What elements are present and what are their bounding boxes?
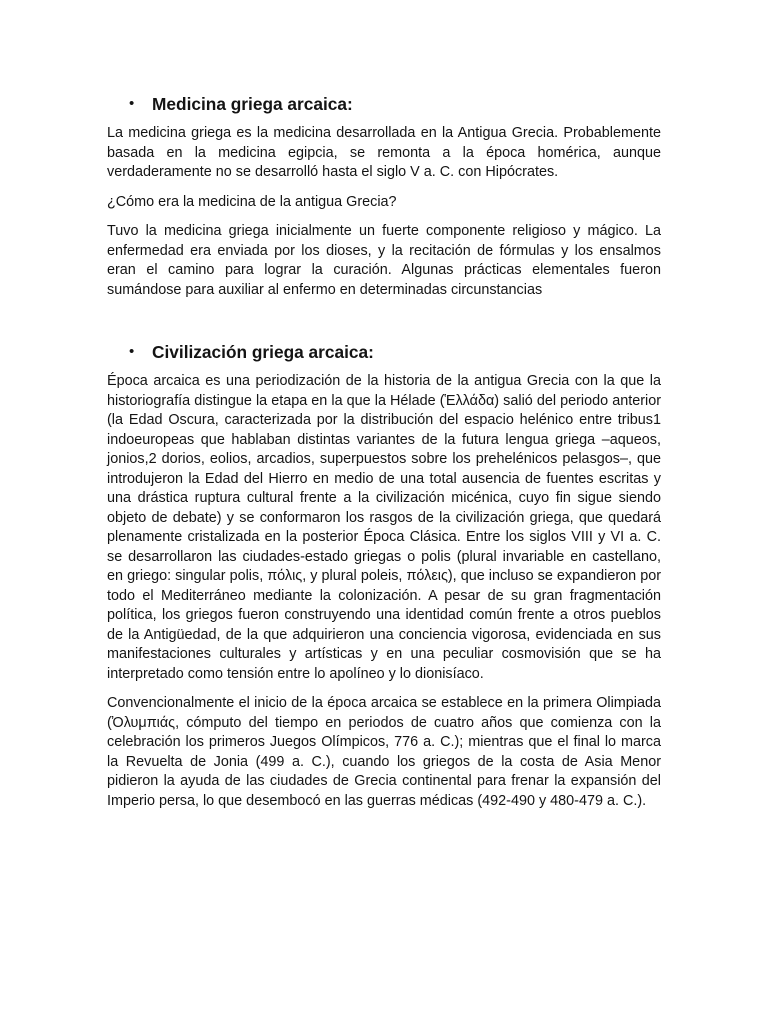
paragraph-question: ¿Cómo era la medicina de la antigua Grecia? — [107, 193, 397, 210]
paragraph: Época arcaica es una periodización de la historia de la antigua Grecia con la que la historiografía distingue la etapa en la que la Hélade (Ἑλλάδα) salió del periodo anterior (la Edad Oscura, caracterizada por la distribución del espacio helénico entre tribus1 indoeuropeas que hablaban distintas variantes de la futura lengua griega –aqueos, jonios,2 dorios, eolios, arcadios, superpuestos sobre los prehelénicos pelasgos–, que introdujeron la Edad del Hierro en medio de una total ausencia de fuentes escritas y una drástica ruptura cultural frente a la civilización micénica, cuyo fin sigue siendo objeto de debate) y se conformaron los rasgos de la civilización griega, que quedará plenamente cristalizada en la posterior Época Clásica. Entre los siglos VIII y VI a. C. se desarrollaron las ciudades-estado griegas o polis (plural invariable en castellano, en griego: singular polis, πόλις, y plural poleis, πόλεις), que incluso se expandieron por todo el Mediterráneo mediante la colonización. A pesar de su gran fragmentación política, los griegos fueron construyendo una identidad común frente a otros pueblos de la Antigüedad, de la que adquirieron una conciencia vigorosa, evidenciada en sus manifestaciones culturales y artísticas y en una peculiar cosmovisión que se ha interpretado como tensión entre lo apolíneo y lo dionisíaco. — [107, 373, 661, 682]
section-heading-civilizacion — [107, 341, 661, 363]
section-heading-text: Medicina griega arcaica: — [152, 94, 353, 114]
bullet-icon: • — [129, 343, 135, 360]
section-heading-medicina — [107, 93, 661, 115]
paragraph: Convencionalmente el inicio de la época arcaica se establece en la primera Olimpiada (Ὀλυμπιάς, cómputo del tiempo en periodos de cuatro años que comienza con la celebración los primeros Juegos Olímpicos, 776 a. C.); mientras que el final lo marca la Revuelta de Jonia (499 a. C.), cuando los griegos de la costa de Asia Menor pidieron la ayuda de las ciudades de Grecia continental para frenar la expansión del Imperio persa, lo que desembocó en las guerras médicas (492-490 y 480-479 a. C.). — [107, 695, 661, 809]
document-page — [107, 0, 661, 811]
bullet-icon: • — [129, 95, 135, 112]
section-heading-text: Civilización griega arcaica: — [152, 342, 374, 362]
paragraph: La medicina griega es la medicina desarrollada en la Antigua Grecia. Probablemente basada en la medicina egipcia, se remonta a la época homérica, aunque verdaderamente no se desarrolló hasta el siglo V a. C. con Hipócrates. — [107, 125, 661, 180]
paragraph: Tuvo la medicina griega inicialmente un fuerte componente religioso y mágico. La enfermedad era enviada por los dioses, y la recitación de fórmulas y los ensalmos eran el camino para lograr la curación. Algunas prácticas elementales fueron sumándose para auxiliar al enfermo en determinadas circunstancias — [107, 223, 661, 298]
